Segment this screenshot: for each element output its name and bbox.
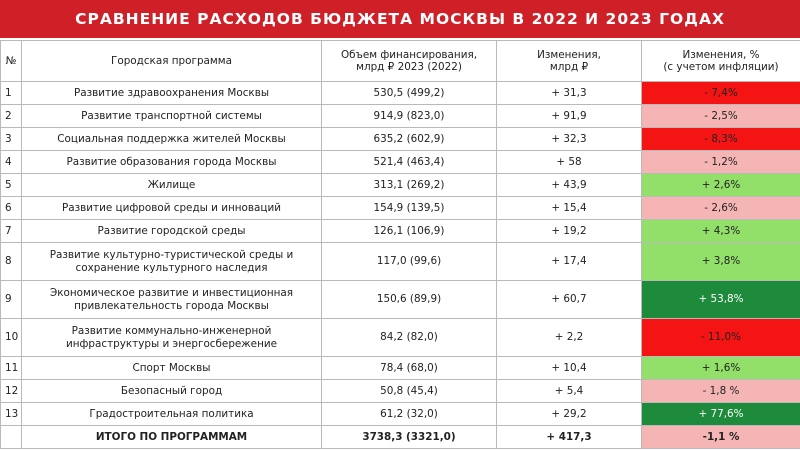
row-pct: - 7,4% [642,82,800,105]
row-pct: - 1,2% [642,151,800,174]
row-change: + 10,4 [497,357,642,380]
row-num: 5 [1,174,22,197]
header-change-line1: Изменения, [537,48,601,61]
table-row [1,174,800,197]
row-funding: 530,5 (499,2) [322,82,497,105]
row-pct: - 8,3% [642,128,800,151]
row-pct: - 2,5% [642,105,800,128]
table-row [1,128,800,151]
row-change: + 91,9 [497,105,642,128]
header-num: № [1,41,22,82]
row-funding: 78,4 (68,0) [322,357,497,380]
row-pct: - 2,6% [642,197,800,220]
row-num: 4 [1,151,22,174]
row-num: 1 [1,82,22,105]
table-row [1,105,800,128]
page-title: СРАВНЕНИЕ РАСХОДОВ БЮДЖЕТА МОСКВЫ В 2022 И 2023 ГОДАХ [0,0,800,40]
row-program: Градостроительная политика [22,403,322,426]
table-row [1,151,800,174]
row-pct: + 4,3% [642,220,800,243]
row-change: + 17,4 [497,243,642,281]
row-funding: 914,9 (823,0) [322,105,497,128]
row-num: 10 [1,319,22,357]
table-row [1,281,800,319]
table-row [1,357,800,380]
row-funding: 154,9 (139,5) [322,197,497,220]
header-change [497,41,642,82]
row-program: Развитие коммунально-инженерной инфраструктуры и энергосбережение [22,319,322,357]
row-funding: 117,0 (99,6) [322,243,497,281]
row-change: + 15,4 [497,197,642,220]
row-change: + 29,2 [497,403,642,426]
row-pct: + 53,8% [642,281,800,319]
row-num: 3 [1,128,22,151]
row-program: Безопасный город [22,380,322,403]
row-funding: 84,2 (82,0) [322,319,497,357]
header-pct-line1: Изменения, % [682,48,760,61]
header-change-line2: млрд ₽ [549,61,589,73]
table-row [1,197,800,220]
row-funding: 521,4 (463,4) [322,151,497,174]
row-funding: 150,6 (89,9) [322,281,497,319]
row-program: Развитие здравоохранения Москвы [22,82,322,105]
budget-table [0,40,800,449]
table-header-row [1,41,800,82]
row-change: + 5,4 [497,380,642,403]
header-program: Городская программа [22,41,322,82]
header-pct [642,41,800,82]
row-num: 12 [1,380,22,403]
row-program: Экономическое развитие и инвестиционная привлекательность города Москвы [22,281,322,319]
row-program: Развитие цифровой среды и инноваций [22,197,322,220]
table-row [1,403,800,426]
total-num [1,426,22,449]
row-change: + 2,2 [497,319,642,357]
row-num: 9 [1,281,22,319]
row-num: 11 [1,357,22,380]
row-pct: + 77,6% [642,403,800,426]
header-funding [322,41,497,82]
row-num: 2 [1,105,22,128]
row-funding: 126,1 (106,9) [322,220,497,243]
table-row [1,82,800,105]
row-pct: - 11,0% [642,319,800,357]
row-pct: + 1,6% [642,357,800,380]
row-funding: 50,8 (45,4) [322,380,497,403]
row-num: 13 [1,403,22,426]
row-pct: + 3,8% [642,243,800,281]
row-program: Развитие образования города Москвы [22,151,322,174]
table-row [1,220,800,243]
row-num: 7 [1,220,22,243]
row-num: 8 [1,243,22,281]
row-pct: + 2,6% [642,174,800,197]
table-row [1,319,800,357]
row-program: Социальная поддержка жителей Москвы [22,128,322,151]
row-funding: 635,2 (602,9) [322,128,497,151]
row-pct: - 1,8 % [642,380,800,403]
header-funding-line1: Объем финансирования, [340,48,478,61]
row-funding: 61,2 (32,0) [322,403,497,426]
total-label: ИТОГО ПО ПРОГРАММАМ [22,426,322,449]
row-change: + 31,3 [497,82,642,105]
row-change: + 19,2 [497,220,642,243]
row-change: + 43,9 [497,174,642,197]
row-change: + 58 [497,151,642,174]
total-pct: -1,1 % [642,426,800,449]
total-row [1,426,800,449]
header-pct-line2: (с учетом инфляции) [663,61,779,73]
row-program: Развитие культурно-туристической среды и сохранение культурного наследия [22,243,322,281]
total-change: + 417,3 [497,426,642,449]
row-change: + 32,3 [497,128,642,151]
row-program: Спорт Москвы [22,357,322,380]
row-program: Развитие транспортной системы [22,105,322,128]
row-funding: 313,1 (269,2) [322,174,497,197]
table-row [1,243,800,281]
header-funding-line2: млрд ₽ 2023 (2022) [356,61,462,73]
row-program: Жилище [22,174,322,197]
table-row [1,380,800,403]
row-program: Развитие городской среды [22,220,322,243]
row-num: 6 [1,197,22,220]
row-change: + 60,7 [497,281,642,319]
total-funding: 3738,3 (3321,0) [322,426,497,449]
